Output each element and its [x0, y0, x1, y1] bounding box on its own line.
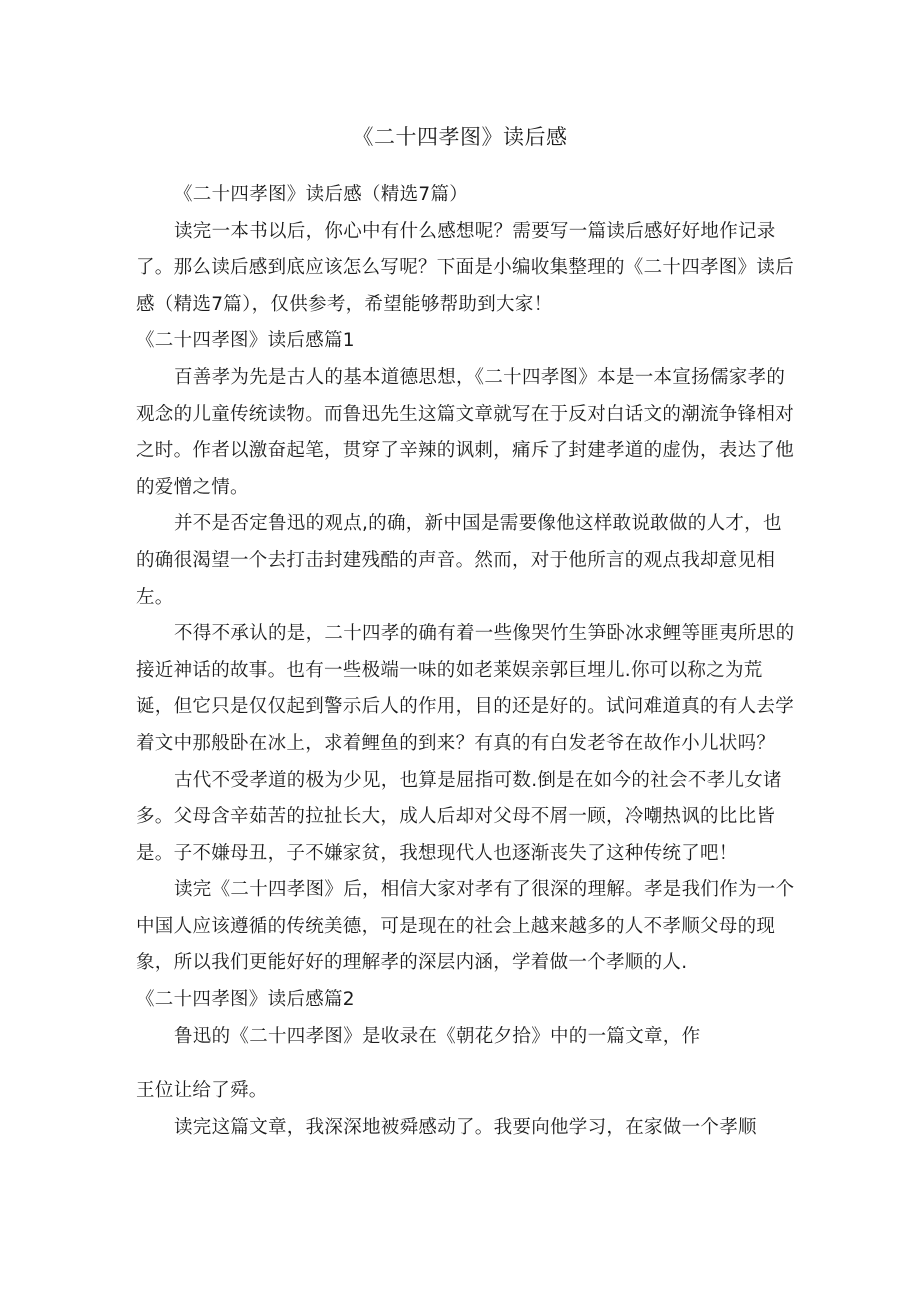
section1-paragraph-5: 读完《二十四孝图》后，相信大家对孝有了很深的理解。孝是我们作为一个中国人应该遵循的传统美德，可是现在的社会上越来越多的人不孝顺父母的现象，所以我们更能好好的理解孝的深层内涵，学着做一个孝顺的人.: [136, 879, 795, 974]
section1-paragraph-4: 古代不受孝道的极为少见，也算是屈指可数.倒是在如今的社会不孝儿女诸多。父母含辛茹苦的拉扯长大，成人后却对父母不屑一顾，冷嘲热讽的比比皆是。子不嫌母丑，子不嫌家贫，我想现代人也逐渐丧失了这种传统了吧！: [136, 769, 782, 864]
intro-paragraph: 读完一本书以后，你心中有什么感想呢？需要写一篇读后感好好地作记录了。那么读后感到底应该怎么写呢？下面是小编收集整理的《二十四孝图》读后感（精选7篇），仅供参考，希望能够帮助到大家！: [136, 220, 795, 315]
section-heading-2: 《二十四孝图》读后感篇2: [136, 989, 355, 1011]
section-heading-1: 《二十四孝图》读后感篇1: [136, 330, 355, 352]
section2-paragraph-1: 鲁迅的《二十四孝图》是收录在《朝花夕拾》中的一篇文章，作: [174, 1025, 701, 1047]
section2-paragraph-2: 读完这篇文章，我深深地被舜感动了。我要向他学习，在家做一个孝顺: [174, 1116, 757, 1138]
section1-paragraph-2: 并不是否定鲁迅的观点,的确，新中国是需要像他这样敢说敢做的人才，也的确很渴望一个去打击封建残酷的声音。然而，对于他所言的观点我却意见相左。: [136, 513, 782, 608]
section1-paragraph-1: 百善孝为先是古人的基本道德思想，《二十四孝图》本是一本宣扬儒家孝的观念的儿童传统读物。而鲁迅先生这篇文章就写在于反对白话文的潮流争锋相对之时。作者以激奋起笔，贯穿了辛辣的讽刺，痛斥了封建孝道的虚伪，表达了他的爱憎之情。: [136, 366, 795, 498]
paragraph-gap: [136, 1055, 796, 1073]
document-body: [136, 177, 796, 1146]
document-title: 《二十四孝图》读后感: [352, 125, 568, 149]
section1-paragraph-3: 不得不承认的是，二十四孝的确有着一些像哭竹生笋卧冰求鲤等匪夷所思的接近神话的故事。也有一些极端一味的如老莱娱亲郭巨埋儿.你可以称之为荒诞，但它只是仅仅起到警示后人的作用，目的还是好的。试问难道真的有人去学着文中那般卧在冰上，求着鲤鱼的到来？有真的有白发老爷在故作小儿状吗？: [136, 623, 795, 754]
section2-fragment: 王位让给了舜。: [136, 1080, 268, 1102]
document-subtitle: 《二十四孝图》读后感（精选7篇）: [174, 184, 469, 205]
